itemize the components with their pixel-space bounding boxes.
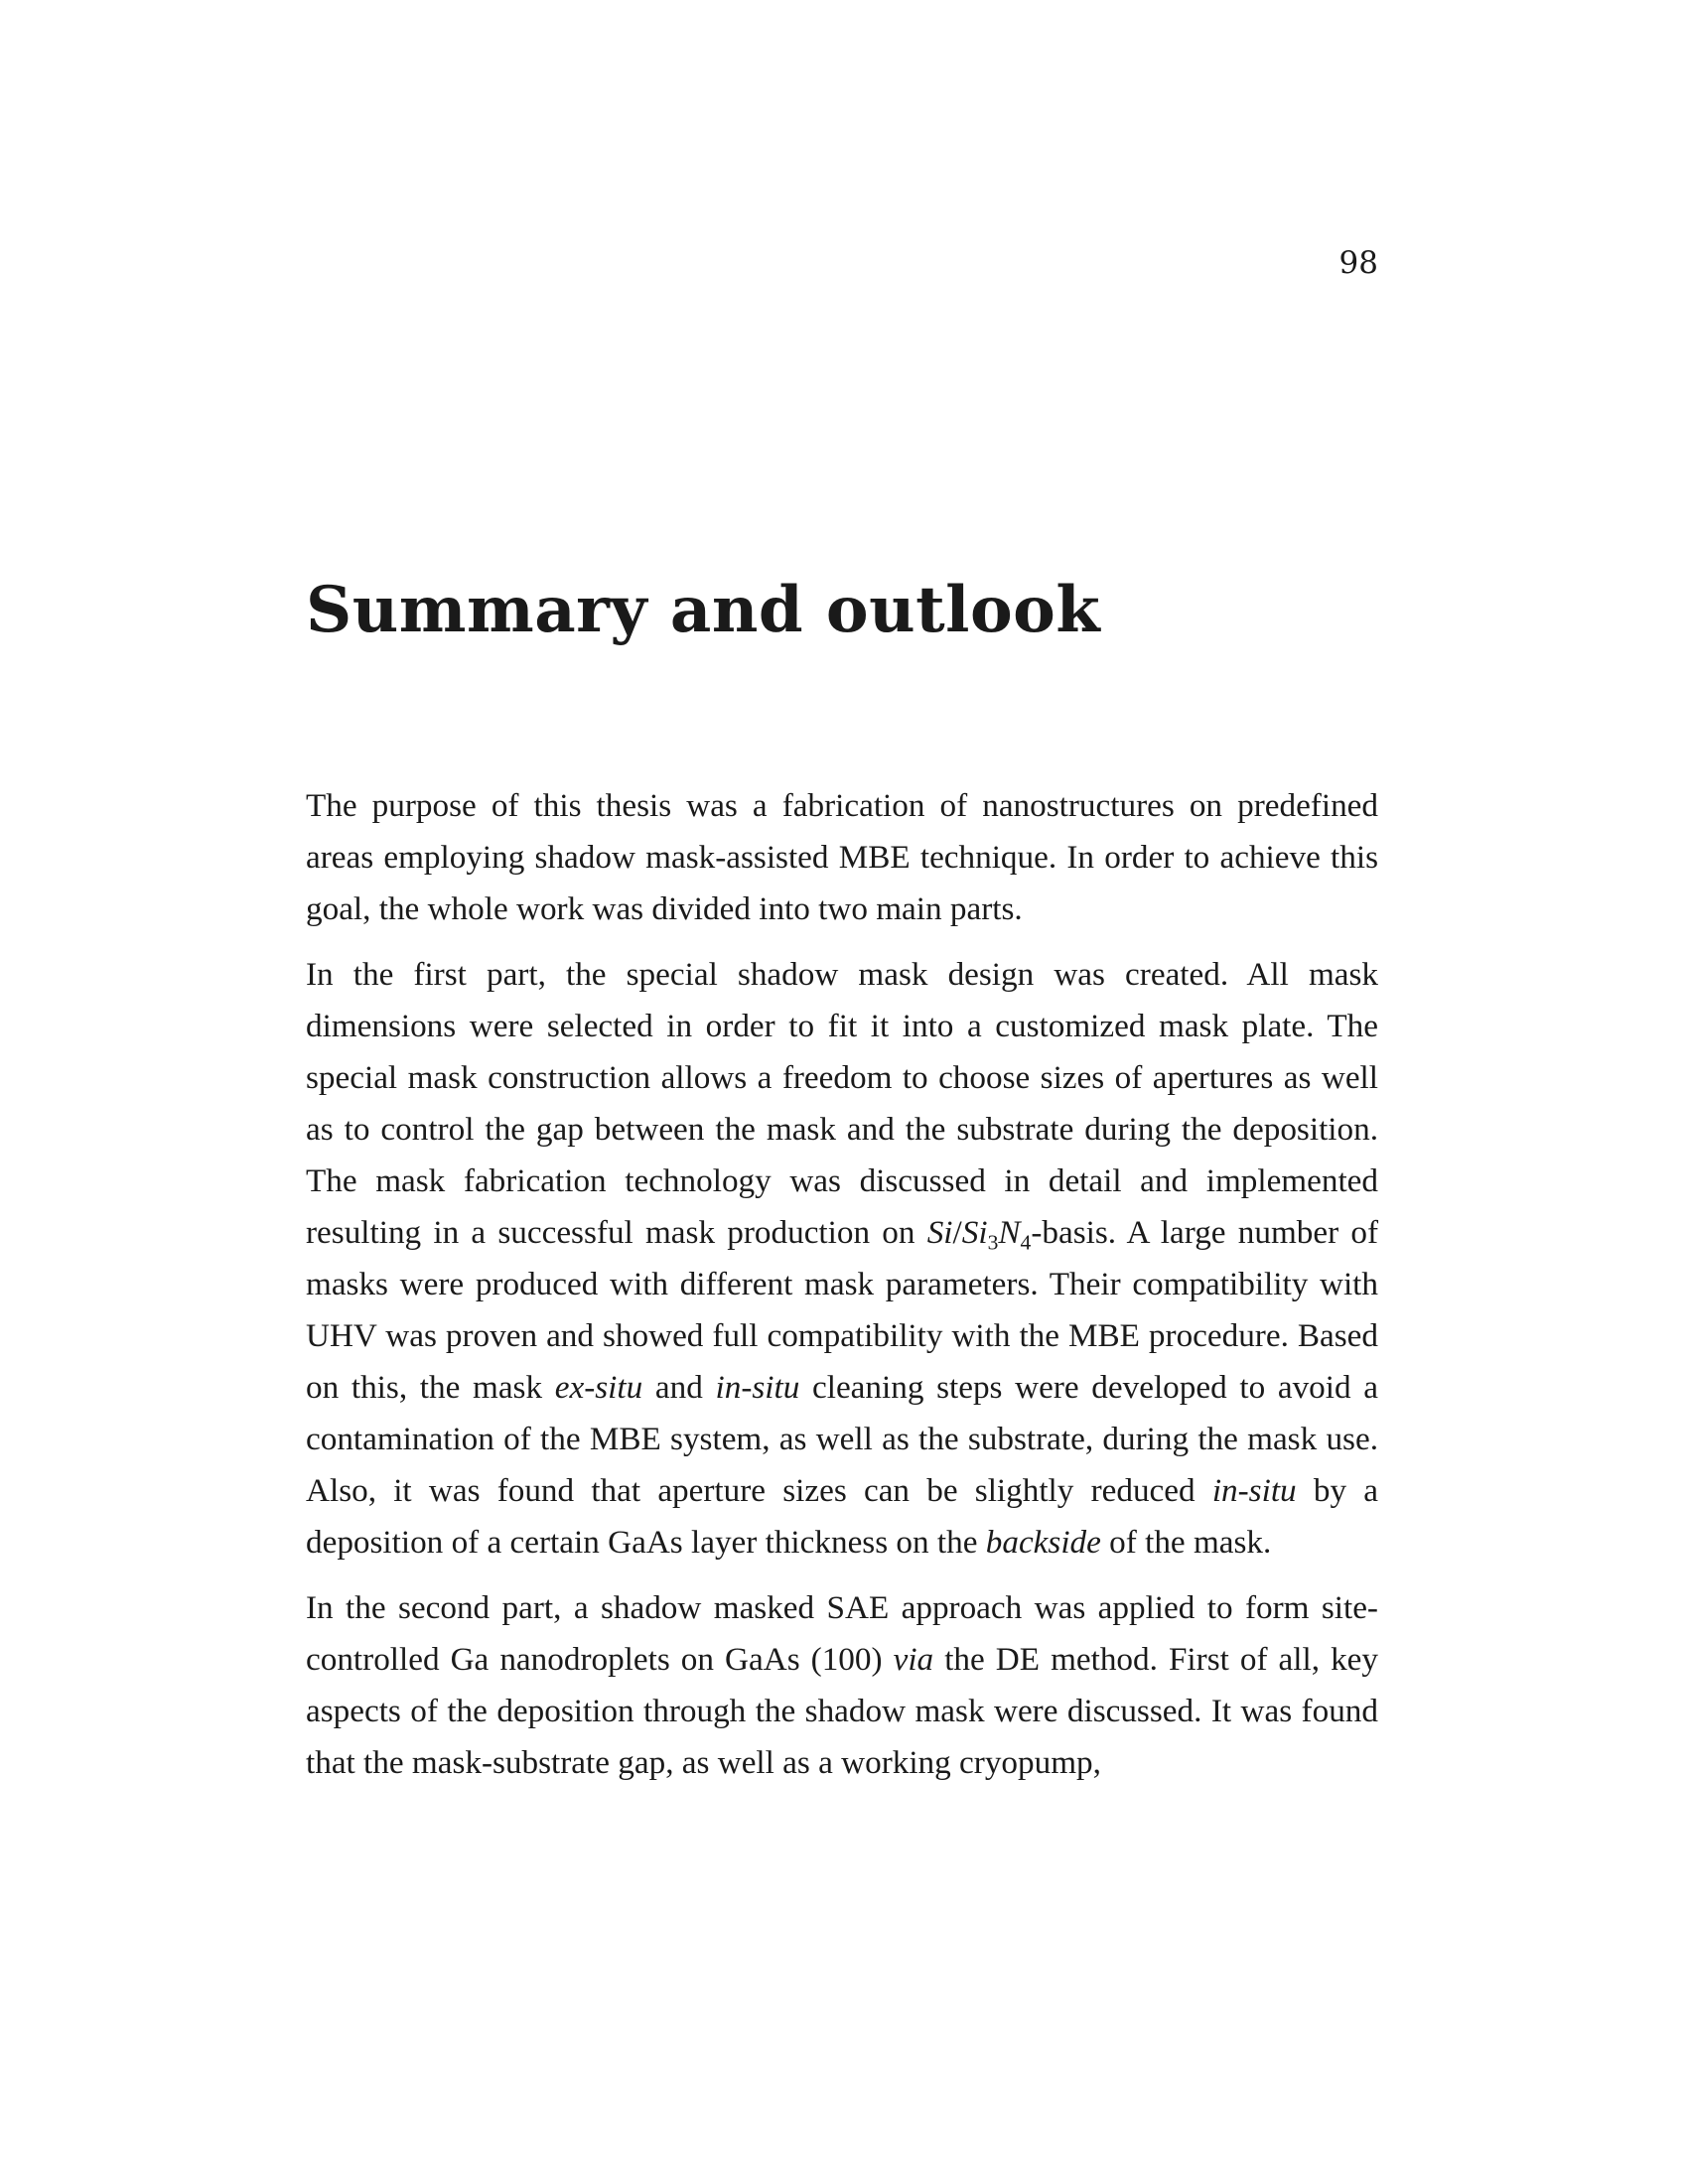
term-ex-situ: ex-situ xyxy=(554,1369,643,1406)
p2-text-3: and xyxy=(642,1369,716,1406)
term-via: via xyxy=(893,1641,934,1678)
p2-text-4: cleaning steps were developed to avoid a contamination of the MBE system, as well as the substrate, during the mask use. Also, it was found that aperture sizes can be slightly reduced xyxy=(306,1369,1378,1509)
body-text xyxy=(306,780,1378,1803)
term-backside: backside xyxy=(985,1524,1101,1561)
formula-si: Si xyxy=(926,1214,953,1251)
chapter-title: Summary and outlook xyxy=(306,573,1101,647)
page-number: 98 xyxy=(1338,245,1378,281)
paragraph-1: The purpose of this thesis was a fabrication of nanostructures on predefined areas employing shadow mask-assisted MBE technique. In order to achieve this goal, the whole work was divided into two main parts. xyxy=(306,787,1378,927)
p2-text-6: of the mask. xyxy=(1100,1524,1272,1561)
p2-text-1: In the first part, the special shadow mask design was created. All mask dimensions were selected in order to fit it into a customized mask plate. The special mask construction allows a freedom to choose sizes of apertures as well as to control the gap between the mask and the substrate during the deposition. The mask fabrication technology was discussed in detail and implemented resulting in a successful mask production on xyxy=(306,956,1378,1251)
p2-text-2: -basis. A large number of masks were produced with different mask parameters. Their compatibility with UHV was proven and showed full compatibility with the MBE procedure. Based on this, the mask xyxy=(306,1214,1379,1406)
formula-subscript-3: 3 xyxy=(987,1230,999,1255)
formula-n: N xyxy=(998,1214,1021,1251)
formula-si-2: Si xyxy=(961,1214,988,1251)
term-in-situ: in-situ xyxy=(715,1369,800,1406)
p3-text-2: the DE method. First of all, key aspects of the deposition through the shadow mask were discussed. It was found that the mask-substrate gap, as well as a working cryopump, xyxy=(306,1641,1378,1781)
p3-text-1: In the second part, a shadow masked SAE approach was applied to form site-controlled Ga nanodroplets on GaAs (100) xyxy=(306,1589,1378,1678)
formula-subscript-4: 4 xyxy=(1020,1230,1032,1255)
paragraph-2 xyxy=(306,949,1378,1569)
formula-slash: / xyxy=(952,1214,962,1251)
term-in-situ-2: in-situ xyxy=(1211,1472,1297,1509)
p2-text-5: by a deposition of a certain GaAs layer thickness on the xyxy=(306,1472,1378,1561)
paragraph-3 xyxy=(306,1582,1378,1789)
